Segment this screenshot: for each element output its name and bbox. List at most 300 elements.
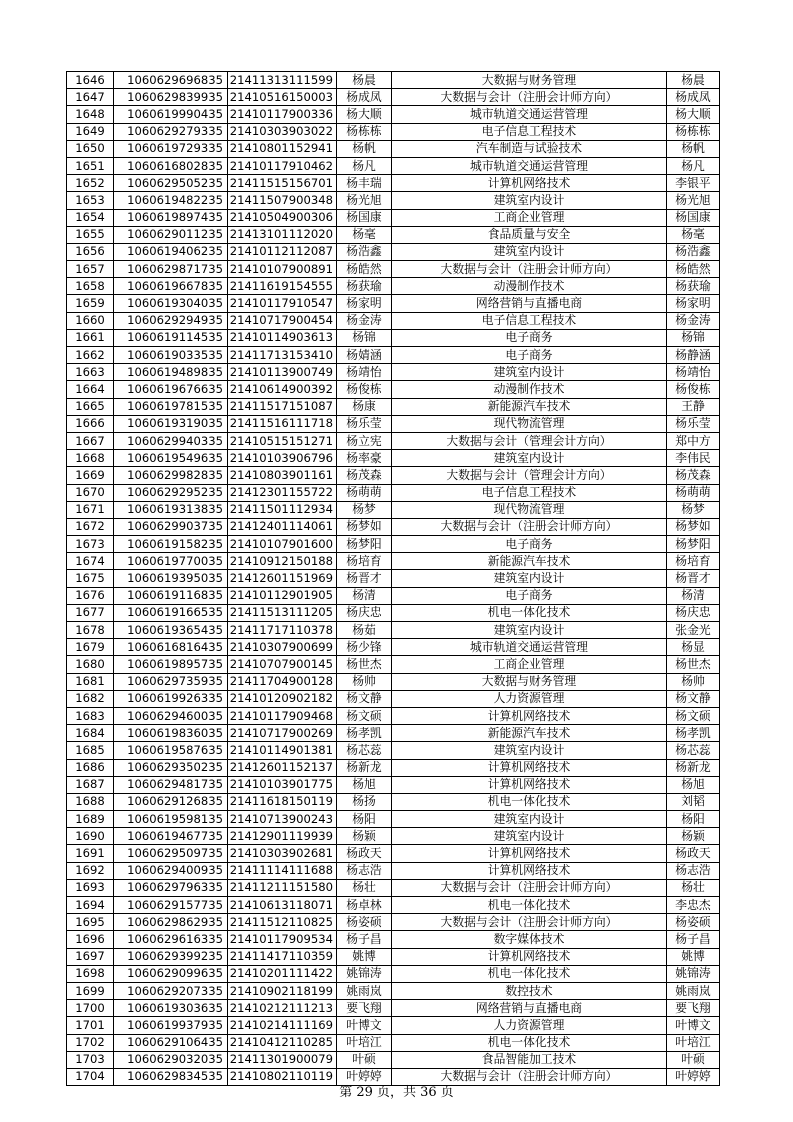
exam-ticket-cell: 1060629294935 [114,312,228,329]
name-cell: 杨培育 [337,553,392,570]
major-cell: 计算机网络技术 [392,862,667,879]
signature-cell: 杨茂森 [667,467,720,484]
signature-cell: 杨梦如 [667,518,720,535]
major-cell: 计算机网络技术 [392,175,667,192]
table-row [67,467,720,484]
exam-ticket-cell: 1060629940335 [114,432,228,449]
name-cell: 杨萌萌 [337,484,392,501]
major-cell: 建筑室内设计 [392,450,667,467]
seq-number-cell: 1693 [67,879,114,896]
table-row [67,673,720,690]
student-id-cell: 21410107901600 [228,536,337,553]
signature-cell: 杨政天 [667,845,720,862]
name-cell: 杨世杰 [337,656,392,673]
table-row [67,89,720,106]
student-id-cell: 21411507900348 [228,192,337,209]
table-row [67,1000,720,1017]
signature-cell: 杨姿硕 [667,914,720,931]
major-cell: 电子信息工程技术 [392,312,667,329]
seq-number-cell: 1659 [67,295,114,312]
exam-ticket-cell: 1060616802835 [114,157,228,174]
seq-number-cell: 1681 [67,673,114,690]
seq-number-cell: 1665 [67,398,114,415]
exam-ticket-cell: 1060619676635 [114,381,228,398]
exam-ticket-cell: 1060629481735 [114,776,228,793]
signature-cell: 杨光旭 [667,192,720,209]
seq-number-cell: 1696 [67,931,114,948]
name-cell: 叶博文 [337,1017,392,1034]
signature-cell: 叶博文 [667,1017,720,1034]
seq-number-cell: 1673 [67,536,114,553]
student-id-cell: 21410307900699 [228,639,337,656]
signature-cell: 李银平 [667,175,720,192]
student-id-cell: 21412301155722 [228,484,337,501]
major-cell: 大数据与会计（注册会计师方向） [392,1068,667,1085]
table-row [67,982,720,999]
seq-number-cell: 1664 [67,381,114,398]
exam-ticket-cell: 1060629796335 [114,879,228,896]
signature-cell: 杨旭 [667,776,720,793]
major-cell: 大数据与会计（注册会计师方向） [392,914,667,931]
table-row [67,931,720,948]
major-cell: 大数据与会计（管理会计方向） [392,467,667,484]
signature-cell: 杨毫 [667,226,720,243]
seq-number-cell: 1690 [67,828,114,845]
seq-number-cell: 1662 [67,347,114,364]
name-cell: 杨孝凯 [337,725,392,742]
name-cell: 杨茹 [337,622,392,639]
student-id-cell: 21411517151087 [228,398,337,415]
exam-ticket-cell: 1060619033535 [114,347,228,364]
name-cell: 杨阳 [337,811,392,828]
table-row [67,553,720,570]
exam-ticket-cell: 1060619304035 [114,295,228,312]
table-row [67,415,720,432]
major-cell: 城市轨道交通运营管理 [392,639,667,656]
table-row [67,862,720,879]
seq-number-cell: 1666 [67,415,114,432]
name-cell: 姚锦涛 [337,965,392,982]
table-row [67,72,720,89]
name-cell: 杨清 [337,587,392,604]
name-cell: 杨梦 [337,501,392,518]
major-cell: 电子商务 [392,587,667,604]
exam-ticket-cell: 1060619489835 [114,364,228,381]
signature-cell: 杨凡 [667,157,720,174]
table-row [67,192,720,209]
table-row [67,312,720,329]
name-cell: 杨靖怡 [337,364,392,381]
student-id-cell: 21410713900243 [228,811,337,828]
signature-cell: 杨获瑜 [667,278,720,295]
exam-ticket-cell: 1060619836035 [114,725,228,742]
table-row [67,690,720,707]
seq-number-cell: 1703 [67,1051,114,1068]
signature-cell: 杨孝凯 [667,725,720,742]
name-cell: 要飞翔 [337,1000,392,1017]
signature-cell: 刘韬 [667,793,720,810]
student-id-cell: 21410614900392 [228,381,337,398]
major-cell: 大数据与会计（注册会计师方向） [392,261,667,278]
table-row [67,828,720,845]
signature-cell: 杨锦 [667,329,720,346]
student-id-cell: 21410117909534 [228,931,337,948]
signature-cell: 杨梦 [667,501,720,518]
student-id-cell: 21410516150003 [228,89,337,106]
signature-cell: 郑中方 [667,432,720,449]
table-row [67,140,720,157]
student-roster-table [66,71,720,1086]
exam-ticket-cell: 1060619319035 [114,415,228,432]
signature-cell: 叶培江 [667,1034,720,1051]
exam-ticket-cell: 1060619116835 [114,587,228,604]
seq-number-cell: 1651 [67,157,114,174]
seq-number-cell: 1668 [67,450,114,467]
table-row [67,278,720,295]
signature-cell: 杨颖 [667,828,720,845]
student-id-cell: 21410803901161 [228,467,337,484]
name-cell: 杨文硕 [337,707,392,724]
name-cell: 杨子昌 [337,931,392,948]
signature-cell: 叶硕 [667,1051,720,1068]
seq-number-cell: 1671 [67,501,114,518]
exam-ticket-cell: 1060629839935 [114,89,228,106]
table-row [67,432,720,449]
name-cell: 叶婷婷 [337,1068,392,1085]
major-cell: 食品质量与安全 [392,226,667,243]
major-cell: 机电一体化技术 [392,793,667,810]
name-cell: 杨浩鑫 [337,243,392,260]
major-cell: 网络营销与直播电商 [392,1000,667,1017]
signature-cell: 杨庆忠 [667,604,720,621]
name-cell: 姚博 [337,948,392,965]
exam-ticket-cell: 1060616816435 [114,639,228,656]
table-row [67,914,720,931]
exam-ticket-cell: 1060619770035 [114,553,228,570]
signature-cell: 杨培育 [667,553,720,570]
student-id-cell: 21411513111205 [228,604,337,621]
exam-ticket-cell: 1060629295235 [114,484,228,501]
signature-cell: 杨清 [667,587,720,604]
major-cell: 现代物流管理 [392,415,667,432]
major-cell: 大数据与财务管理 [392,673,667,690]
student-id-cell: 21410717900454 [228,312,337,329]
seq-number-cell: 1677 [67,604,114,621]
exam-ticket-cell: 1060619158235 [114,536,228,553]
exam-ticket-cell: 1060619781535 [114,398,228,415]
student-id-cell: 21411501112934 [228,501,337,518]
table-row [67,1034,720,1051]
table-row [67,450,720,467]
exam-ticket-cell: 1060629460035 [114,707,228,724]
signature-cell: 姚博 [667,948,720,965]
name-cell: 杨获瑜 [337,278,392,295]
table-row [67,175,720,192]
signature-cell: 杨栋栋 [667,123,720,140]
student-id-cell: 21410412110285 [228,1034,337,1051]
major-cell: 机电一体化技术 [392,965,667,982]
signature-cell: 王静 [667,398,720,415]
major-cell: 机电一体化技术 [392,897,667,914]
exam-ticket-cell: 1060619587635 [114,742,228,759]
table-row [67,347,720,364]
exam-ticket-cell: 1060619395035 [114,570,228,587]
major-cell: 计算机网络技术 [392,707,667,724]
exam-ticket-cell: 1060629903735 [114,518,228,535]
student-id-cell: 21411713153410 [228,347,337,364]
name-cell: 杨志浩 [337,862,392,879]
exam-ticket-cell: 1060619313835 [114,501,228,518]
signature-cell: 杨文静 [667,690,720,707]
signature-cell: 张金光 [667,622,720,639]
student-id-cell: 21410801152941 [228,140,337,157]
student-id-cell: 21410212111213 [228,1000,337,1017]
name-cell: 杨扬 [337,793,392,810]
exam-ticket-cell: 1060619729335 [114,140,228,157]
name-cell: 杨栋栋 [337,123,392,140]
seq-number-cell: 1653 [67,192,114,209]
signature-cell: 杨帅 [667,673,720,690]
exam-ticket-cell: 1060619482235 [114,192,228,209]
exam-ticket-cell: 1060629350235 [114,759,228,776]
name-cell: 杨少锋 [337,639,392,656]
student-id-cell: 21411619154555 [228,278,337,295]
exam-ticket-cell: 1060619365435 [114,622,228,639]
table-row [67,381,720,398]
table-row [67,536,720,553]
signature-cell: 杨显 [667,639,720,656]
name-cell: 杨芯蕊 [337,742,392,759]
signature-cell: 杨梦阳 [667,536,720,553]
exam-ticket-cell: 1060619895735 [114,656,228,673]
student-id-cell: 21410214111169 [228,1017,337,1034]
seq-number-cell: 1676 [67,587,114,604]
exam-ticket-cell: 1060629505235 [114,175,228,192]
exam-ticket-cell: 1060629279335 [114,123,228,140]
signature-cell: 杨大顺 [667,106,720,123]
student-id-cell: 21410902118199 [228,982,337,999]
major-cell: 城市轨道交通运营管理 [392,157,667,174]
seq-number-cell: 1669 [67,467,114,484]
table-row [67,484,720,501]
signature-cell: 杨乐莹 [667,415,720,432]
table-row [67,157,720,174]
exam-ticket-cell: 1060629011235 [114,226,228,243]
student-id-cell: 21411515156701 [228,175,337,192]
seq-number-cell: 1657 [67,261,114,278]
table-row [67,243,720,260]
major-cell: 新能源汽车技术 [392,553,667,570]
student-id-cell: 21410707900145 [228,656,337,673]
exam-ticket-cell: 1060629834535 [114,1068,228,1085]
name-cell: 杨家明 [337,295,392,312]
seq-number-cell: 1687 [67,776,114,793]
exam-ticket-cell: 1060619114535 [114,329,228,346]
name-cell: 杨率豪 [337,450,392,467]
seq-number-cell: 1702 [67,1034,114,1051]
student-id-cell: 21410112112087 [228,243,337,260]
major-cell: 计算机网络技术 [392,948,667,965]
name-cell: 杨茂森 [337,467,392,484]
student-id-cell: 21410201111422 [228,965,337,982]
exam-ticket-cell: 1060619406235 [114,243,228,260]
seq-number-cell: 1695 [67,914,114,931]
major-cell: 电子信息工程技术 [392,484,667,501]
student-id-cell: 21410120902182 [228,690,337,707]
name-cell: 杨新龙 [337,759,392,776]
exam-ticket-cell: 1060619549635 [114,450,228,467]
signature-cell: 杨皓然 [667,261,720,278]
name-cell: 杨毫 [337,226,392,243]
student-id-cell: 21410117910462 [228,157,337,174]
table-row [67,1051,720,1068]
major-cell: 建筑室内设计 [392,364,667,381]
table-row [67,776,720,793]
signature-cell: 杨志浩 [667,862,720,879]
seq-number-cell: 1675 [67,570,114,587]
student-id-cell: 21410117900336 [228,106,337,123]
seq-number-cell: 1663 [67,364,114,381]
seq-number-cell: 1661 [67,329,114,346]
signature-cell: 杨阳 [667,811,720,828]
student-id-cell: 21412601151969 [228,570,337,587]
major-cell: 机电一体化技术 [392,604,667,621]
student-id-cell: 21412601152137 [228,759,337,776]
signature-cell: 杨俊栋 [667,381,720,398]
exam-ticket-cell: 1060629616335 [114,931,228,948]
signature-cell: 杨新龙 [667,759,720,776]
seq-number-cell: 1691 [67,845,114,862]
major-cell: 数控技术 [392,982,667,999]
seq-number-cell: 1699 [67,982,114,999]
name-cell: 杨政天 [337,845,392,862]
major-cell: 动漫制作技术 [392,381,667,398]
table-row [67,965,720,982]
exam-ticket-cell: 1060629871735 [114,261,228,278]
major-cell: 电子商务 [392,536,667,553]
major-cell: 建筑室内设计 [392,811,667,828]
seq-number-cell: 1649 [67,123,114,140]
name-cell: 杨乐莹 [337,415,392,432]
student-id-cell: 21410303902681 [228,845,337,862]
table-row [67,1017,720,1034]
name-cell: 杨康 [337,398,392,415]
name-cell: 叶培江 [337,1034,392,1051]
table-row [67,570,720,587]
student-id-cell: 21410117910547 [228,295,337,312]
name-cell: 杨金涛 [337,312,392,329]
signature-cell: 杨子昌 [667,931,720,948]
name-cell: 杨俊栋 [337,381,392,398]
major-cell: 工商企业管理 [392,209,667,226]
name-cell: 杨晨 [337,72,392,89]
name-cell: 杨国康 [337,209,392,226]
seq-number-cell: 1672 [67,518,114,535]
seq-number-cell: 1700 [67,1000,114,1017]
seq-number-cell: 1679 [67,639,114,656]
seq-number-cell: 1683 [67,707,114,724]
table-row [67,501,720,518]
table-row [67,948,720,965]
student-id-cell: 21410113900749 [228,364,337,381]
major-cell: 建筑室内设计 [392,742,667,759]
exam-ticket-cell: 1060629032035 [114,1051,228,1068]
major-cell: 大数据与会计（注册会计师方向） [392,879,667,896]
student-id-cell: 21411211151580 [228,879,337,896]
major-cell: 城市轨道交通运营管理 [392,106,667,123]
exam-ticket-cell: 1060629099635 [114,965,228,982]
seq-number-cell: 1678 [67,622,114,639]
student-id-cell: 21412401114061 [228,518,337,535]
seq-number-cell: 1655 [67,226,114,243]
exam-ticket-cell: 1060629207335 [114,982,228,999]
major-cell: 大数据与会计（注册会计师方向） [392,89,667,106]
major-cell: 工商企业管理 [392,656,667,673]
signature-cell: 杨国康 [667,209,720,226]
student-id-cell: 21410303903022 [228,123,337,140]
major-cell: 食品智能加工技术 [392,1051,667,1068]
name-cell: 杨大顺 [337,106,392,123]
name-cell: 杨庆忠 [337,604,392,621]
seq-number-cell: 1685 [67,742,114,759]
major-cell: 人力资源管理 [392,690,667,707]
student-id-cell: 21411301900079 [228,1051,337,1068]
seq-number-cell: 1658 [67,278,114,295]
exam-ticket-cell: 1060629400935 [114,862,228,879]
student-id-cell: 21411512110825 [228,914,337,931]
signature-cell: 姚雨岚 [667,982,720,999]
name-cell: 杨帅 [337,673,392,690]
major-cell: 新能源汽车技术 [392,398,667,415]
major-cell: 计算机网络技术 [392,845,667,862]
major-cell: 建筑室内设计 [392,570,667,587]
student-id-cell: 21410103906796 [228,450,337,467]
seq-number-cell: 1698 [67,965,114,982]
exam-ticket-cell: 1060619926335 [114,690,228,707]
seq-number-cell: 1694 [67,897,114,914]
seq-number-cell: 1682 [67,690,114,707]
seq-number-cell: 1656 [67,243,114,260]
name-cell: 杨婧涵 [337,347,392,364]
table-row [67,793,720,810]
student-id-cell: 21410717900269 [228,725,337,742]
student-id-cell: 21410613118071 [228,897,337,914]
major-cell: 数字媒体技术 [392,931,667,948]
seq-number-cell: 1647 [67,89,114,106]
student-id-cell: 21411114111688 [228,862,337,879]
student-id-cell: 21411704900128 [228,673,337,690]
major-cell: 机电一体化技术 [392,1034,667,1051]
major-cell: 大数据与财务管理 [392,72,667,89]
signature-cell: 杨家明 [667,295,720,312]
name-cell: 杨旭 [337,776,392,793]
signature-cell: 杨成凤 [667,89,720,106]
exam-ticket-cell: 1060619598135 [114,811,228,828]
table-row [67,622,720,639]
name-cell: 杨皓然 [337,261,392,278]
student-id-cell: 21410802110119 [228,1068,337,1085]
name-cell: 杨梦如 [337,518,392,535]
table-row [67,811,720,828]
signature-cell: 叶婷婷 [667,1068,720,1085]
seq-number-cell: 1704 [67,1068,114,1085]
seq-number-cell: 1686 [67,759,114,776]
exam-ticket-cell: 1060629982835 [114,467,228,484]
major-cell: 大数据与会计（注册会计师方向） [392,518,667,535]
signature-cell: 杨帆 [667,140,720,157]
table-row [67,656,720,673]
major-cell: 计算机网络技术 [392,759,667,776]
